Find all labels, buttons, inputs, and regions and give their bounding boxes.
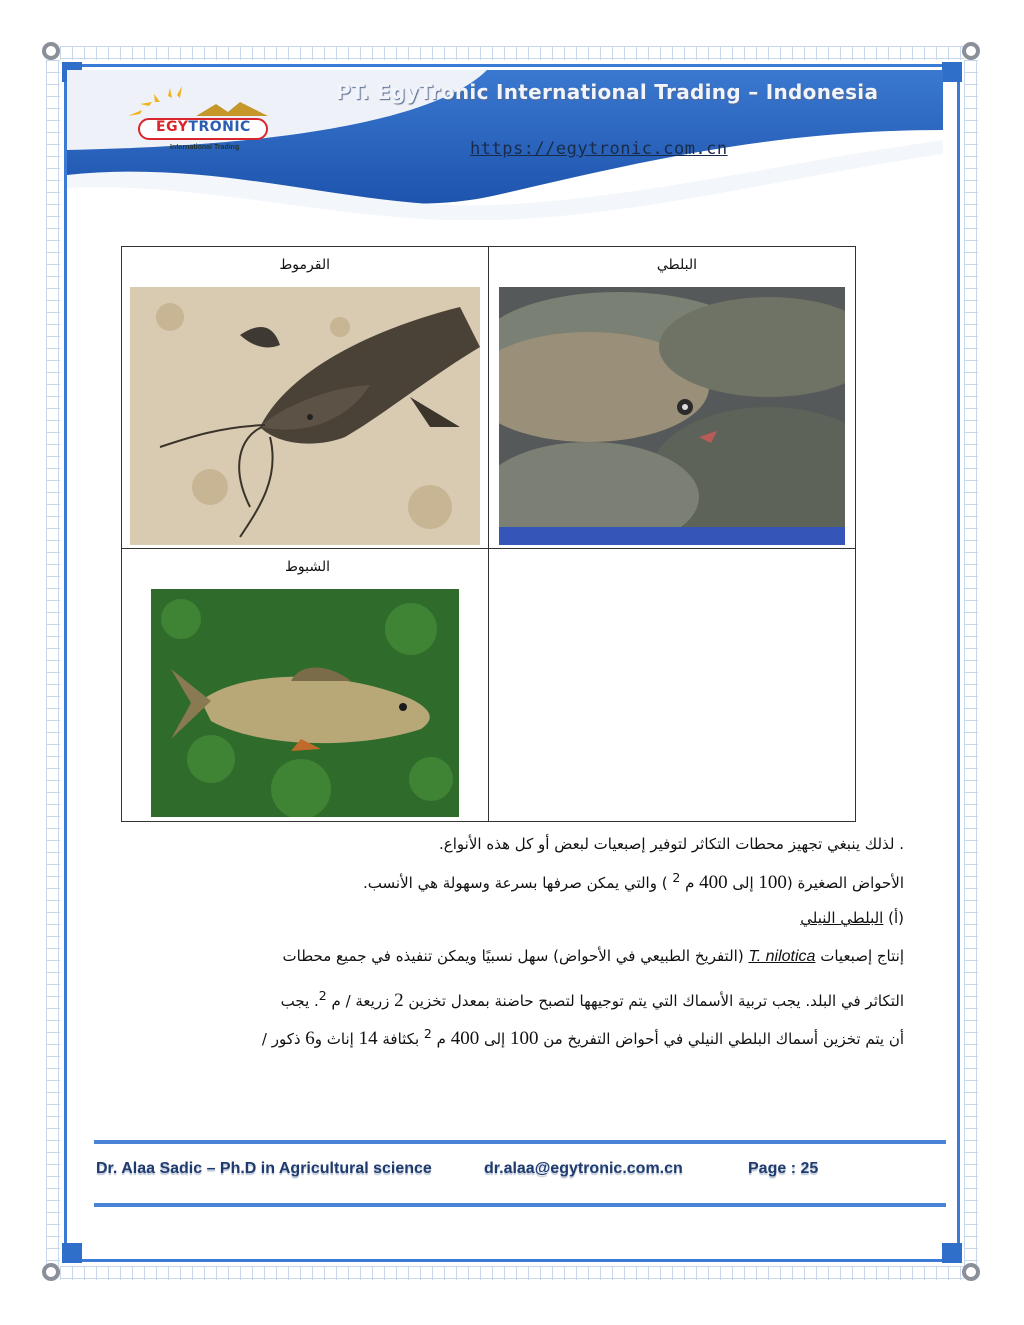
text-segment: ) والتي يمكن صرفها بسرعة وسهولة هي الأنسب. (363, 874, 673, 892)
table-cell (122, 247, 489, 549)
number: 14 (358, 1028, 378, 1049)
heading-title: البلطي النيلي (800, 909, 884, 927)
text-segment: زريعة / م (326, 992, 395, 1010)
species-table (121, 246, 856, 822)
number: 2 (394, 990, 404, 1011)
heading-label: (أ) (883, 909, 904, 927)
corner-ornament-bottom-right (936, 1237, 984, 1285)
caption-carp: الشبوط (284, 559, 330, 575)
frame-grid-bottom (60, 1266, 964, 1280)
superscript: 2 (672, 870, 681, 885)
footer-author: Dr. Alaa Sadic – Ph.D in Agricultural science (96, 1160, 432, 1177)
text-segment: . يجب (280, 992, 319, 1010)
number: 6 (305, 1028, 315, 1049)
text-segment: إناث و (314, 1030, 359, 1048)
number: 100 (509, 1028, 539, 1049)
website-link[interactable]: https://egytronic.com.cn (470, 139, 728, 159)
frame-grid-left (46, 60, 60, 1266)
text-segment: م (680, 874, 700, 892)
number: 400 (450, 1028, 480, 1049)
catfish-photo (130, 287, 480, 545)
text-segment: إنتاج إصبعيات (815, 947, 904, 965)
text-segment: بكثافة (377, 1030, 424, 1048)
text-segment: م (431, 1030, 451, 1048)
footer-rule-bottom (94, 1203, 946, 1207)
intro-sentence: . لذلك ينبغي تجهيز محطات التكاثر لتوفير إصبعيات لبعض أو كل هذه الأنواع. (439, 835, 904, 853)
table-cell (122, 549, 489, 822)
company-name: PT. EgyTronic International Trading – Indonesia (336, 80, 879, 104)
footer-rule-top (94, 1140, 946, 1144)
paragraph-line-1 (122, 834, 904, 854)
superscript: 2 (423, 1026, 432, 1041)
paragraph-line-3 (122, 946, 904, 967)
logo-subtitle: International Trading (170, 144, 240, 151)
frame-grid-right (964, 60, 978, 1266)
number: 100 (758, 872, 787, 893)
paragraph-line-2 (122, 868, 904, 893)
number: 400 (699, 872, 728, 893)
section-heading (122, 908, 904, 928)
text-segment: إلى (479, 1030, 510, 1048)
superscript: 2 (318, 988, 327, 1003)
paragraph-line-5 (122, 1024, 904, 1049)
caption-tilapia: البلطي (656, 257, 697, 273)
corner-ornament-bottom-left (40, 1237, 88, 1285)
text-segment: (التفريخ الطبيعي في الأحواض) سهل نسبيًا ويمكن تنفيذه في جميع محطات (282, 947, 749, 965)
tilapia-photo (499, 287, 845, 545)
text-segment: التكاثر في البلد. يجب تربية الأسماك التي يتم توجيهها لتصبح حاضنة بمعدل تخزين (403, 992, 904, 1010)
table-cell-empty (489, 549, 856, 822)
company-logo (118, 82, 278, 162)
text-segment: الأحواض الصغيرة ( (786, 874, 904, 892)
frame-grid-top (60, 46, 964, 60)
sun-rays-icon (118, 82, 278, 122)
footer-page-number: Page : 25 (748, 1160, 819, 1177)
footer-email[interactable]: dr.alaa@egytronic.com.cn (484, 1160, 683, 1177)
species-name: T. nilotica (748, 948, 816, 965)
corner-ornament-top-right (936, 40, 984, 88)
text-segment: ذكور / (261, 1030, 306, 1048)
paragraph-line-4 (122, 986, 904, 1011)
carp-photo (151, 589, 459, 817)
text-segment: أن يتم تخزين أسماك البلطي النيلي في أحواض التفريخ من (538, 1030, 904, 1048)
caption-catfish: القرموط (279, 257, 330, 273)
logo-wordmark: EGYTRONIC (156, 119, 251, 135)
table-cell (489, 247, 856, 549)
text-segment: إلى (727, 874, 759, 892)
